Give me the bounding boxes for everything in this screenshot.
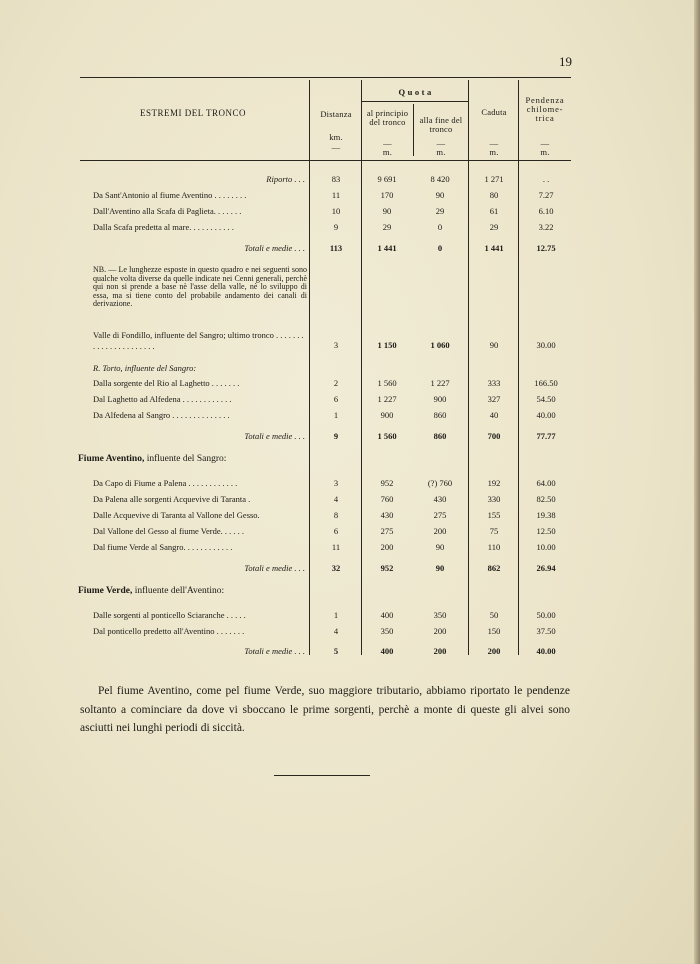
cell-distanza: 2 [333, 378, 339, 388]
cell-pendenza: 12.75 [536, 243, 556, 253]
body-paragraph: Pel fiume Aventino, come pel fiume Verde, suo maggiore tributario, abbiamo riportato le pendenze soltanto a cominciare da dove vi sboccano le prime sorgenti, perchè a monte di queste gli alvei sono asciutti nei lunghi periodi di siccità. [80, 685, 570, 734]
section-aventino-rest: influente del Sangro: [144, 454, 227, 464]
table-row-riporto [0, 173, 700, 187]
header-caduta: Caduta [481, 107, 507, 117]
header-extremi: ESTREMI DEL TRONCO [139, 108, 246, 118]
table-row-total [0, 645, 700, 659]
cell-caduta: 75 [489, 526, 499, 536]
header-distanza-unit: km. [329, 132, 343, 142]
cell-principio: 350 [380, 626, 394, 636]
table-row [0, 625, 700, 639]
table-row [0, 205, 700, 219]
cell-principio: 9 691 [377, 174, 397, 184]
section-aventino-title [78, 453, 226, 465]
cell-caduta: 155 [487, 510, 501, 520]
page-number: 19 [559, 54, 572, 69]
cell-caduta: 150 [487, 626, 501, 636]
cell-fine: 0 [437, 222, 443, 232]
cell-caduta: 110 [487, 542, 501, 552]
cell-distanza: 6 [333, 394, 339, 404]
cell-fine: 350 [433, 610, 447, 620]
cell-pendenza: 12.50 [536, 526, 556, 536]
cell-pendenza: 54.50 [536, 394, 556, 404]
cell-distanza: 9 [333, 431, 339, 441]
cell-distanza: 10 [331, 206, 341, 216]
cell-distanza: 113 [329, 243, 343, 253]
table-row [0, 493, 700, 507]
cell-fine: 0 [437, 243, 443, 253]
cell-fine: 430 [433, 494, 447, 504]
cell-fine: 8 420 [430, 174, 450, 184]
cell-caduta: 90 [489, 340, 499, 350]
cell-principio: 1 227 [377, 394, 397, 404]
cell-pendenza: 166.50 [534, 378, 558, 388]
table-row-total [0, 562, 700, 576]
header-quota: Q u o t a [398, 87, 432, 97]
row-desc: Dal ponticello predetto all'Aventino . . . . . . . [93, 626, 245, 636]
cell-fine: 90 [435, 542, 445, 552]
header-pendenza-dash: — [540, 138, 550, 148]
cell-caduta: 700 [487, 431, 501, 441]
cell-pendenza: . . [542, 174, 550, 184]
cell-principio: 1 150 [377, 340, 397, 350]
cell-distanza: 4 [333, 626, 339, 636]
cell-distanza: 5 [333, 646, 339, 656]
cell-principio: 900 [380, 410, 394, 420]
table-row [0, 221, 700, 235]
header-pendenza: Pendenza chilome-trica [525, 95, 565, 123]
cell-caduta: 200 [487, 646, 501, 656]
nb-note: NB. — Le lunghezze esposte in questo quadro e nei seguenti sono qualche volta diverse da quelle indicate nei Cenni generali, perchè qui non si prende a base nè l'asse della valle, nè lo sviluppo di essa, ma si tiene conto del probabile andamento dei canali di derivazione. [93, 265, 307, 309]
cell-pendenza: 19.38 [536, 510, 556, 520]
cell-fine: 275 [433, 510, 447, 520]
cell-principio: 400 [380, 610, 394, 620]
cell-pendenza: 64.00 [536, 478, 556, 488]
cell-caduta: 192 [487, 478, 501, 488]
fondillo-desc: Valle di Fondillo, influente del Sangro; ultimo tronco . . . . . . . . . . . . . . . . . . . . . . [93, 330, 304, 351]
cell-pendenza: 10.00 [536, 542, 556, 552]
row-desc: Totali e medie . . . [244, 563, 305, 573]
row-desc: Dal Laghetto ad Alfedena . . . . . . . . . . . . [93, 394, 232, 404]
cell-distanza: 4 [333, 494, 339, 504]
cell-distanza: 83 [331, 174, 341, 184]
cell-distanza: 1 [333, 410, 339, 420]
row-desc: Da Palena alle sorgenti Acquevive di Taranta . [93, 494, 251, 504]
table-row [0, 377, 700, 391]
cell-pendenza: 40.00 [536, 410, 556, 420]
cell-principio: 1 441 [377, 243, 397, 253]
table-top-rule [80, 77, 571, 78]
cell-caduta: 862 [487, 563, 501, 573]
header-principio-dash: — [383, 138, 392, 148]
cell-fine: 29 [435, 206, 445, 216]
cell-fine: 860 [433, 431, 447, 441]
cell-principio: 90 [382, 206, 392, 216]
cell-caduta: 330 [487, 494, 501, 504]
table-row [0, 509, 700, 523]
cell-principio: 170 [380, 190, 394, 200]
row-desc: Totali e medie . . . [244, 431, 305, 441]
row-desc: Riporto . . . [266, 174, 305, 184]
cell-pendenza: 30.00 [536, 340, 556, 350]
cell-caduta: 29 [489, 222, 499, 232]
cell-distanza: 1 [333, 610, 339, 620]
row-desc: Da Capo di Fiume a Palena . . . . . . . . . . . . [93, 478, 238, 488]
header-caduta-unit: m. [489, 147, 499, 157]
row-desc: Dalle Acquevive di Taranta al Vallone del Gesso. [93, 510, 260, 520]
footer-rule [274, 775, 370, 776]
table-row-total [0, 242, 700, 256]
header-distanza: Distanza [320, 109, 352, 119]
table-row [0, 477, 700, 491]
cell-distanza: 11 [331, 542, 341, 552]
cell-principio: 952 [380, 478, 394, 488]
table-row [0, 541, 700, 555]
cell-caduta: 333 [487, 378, 501, 388]
row-desc: Totali e medie . . . [244, 646, 305, 656]
cell-pendenza: 37.50 [536, 626, 556, 636]
cell-pendenza: 40.00 [536, 646, 556, 656]
header-fine-unit: m. [436, 147, 446, 157]
cell-fine: 90 [435, 563, 445, 573]
section-verde-name: Fiume Verde, [78, 586, 133, 596]
cell-principio: 952 [380, 563, 394, 573]
header-distanza-dash: — [331, 142, 341, 152]
row-desc: Dal fiume Verde al Sangro. . . . . . . . . . . . [93, 542, 233, 552]
cell-caduta: 327 [487, 394, 501, 404]
cell-distanza: 32 [331, 563, 341, 573]
table-row [0, 409, 700, 423]
header-fine: alla fine del tronco [419, 115, 463, 134]
header-pendenza-unit: m. [540, 147, 550, 157]
cell-principio: 200 [380, 542, 394, 552]
table-row-fondillo [0, 339, 700, 353]
cell-fine: 90 [435, 190, 445, 200]
cell-fine: (?) 760 [427, 478, 453, 488]
table-row [0, 189, 700, 203]
row-desc: Dal Vallone del Gesso al fiume Verde. . . . . . [93, 526, 244, 536]
section-verde-title [78, 585, 224, 597]
cell-distanza: 9 [333, 222, 339, 232]
section-verde-rest: influente dell'Aventino: [132, 586, 225, 596]
header-principio-unit: m. [382, 147, 393, 157]
cell-distanza: 3 [333, 340, 339, 350]
cell-pendenza: 77.77 [536, 431, 556, 441]
cell-principio: 275 [380, 526, 394, 536]
row-desc: Da Sant'Antonio al fiume Aventino . . . . . . . . [93, 190, 247, 200]
table-row [0, 393, 700, 407]
row-desc: Totali e medie . . . [244, 243, 305, 253]
cell-pendenza: 82.50 [536, 494, 556, 504]
cell-caduta: 1 271 [484, 174, 504, 184]
cell-caduta: 50 [489, 610, 499, 620]
cell-principio: 1 560 [377, 431, 397, 441]
table-row [0, 609, 700, 623]
cell-fine: 1 060 [430, 340, 450, 350]
row-desc: Dalle sorgenti al ponticello Sciaranche . . . . . [93, 610, 246, 620]
cell-principio: 1 560 [377, 378, 397, 388]
cell-fine: 200 [433, 526, 447, 536]
section-aventino-name: Fiume Aventino, [78, 454, 145, 464]
header-principio: al principio del tronco [366, 108, 409, 127]
cell-principio: 400 [380, 646, 394, 656]
cell-pendenza: 7.27 [538, 190, 554, 200]
table-header-rule [80, 160, 571, 161]
cell-fine: 900 [433, 394, 447, 404]
cell-caduta: 1 441 [484, 243, 504, 253]
quota-rule [362, 101, 468, 102]
cell-principio: 29 [382, 222, 392, 232]
table-row [0, 525, 700, 539]
cell-principio: 760 [380, 494, 394, 504]
cell-caduta: 40 [489, 410, 499, 420]
header-caduta-dash: — [489, 138, 499, 148]
header-fine-dash: — [436, 138, 446, 148]
cell-fine: 200 [433, 626, 447, 636]
cell-fine: 200 [433, 646, 447, 656]
cell-pendenza: 6.10 [538, 206, 554, 216]
cell-fine: 1 227 [430, 378, 450, 388]
cell-distanza: 8 [333, 510, 339, 520]
cell-pendenza: 3.22 [538, 222, 554, 232]
row-desc: Da Alfedena al Sangro . . . . . . . . . . . . . . [93, 410, 230, 420]
cell-distanza: 11 [331, 190, 341, 200]
cell-distanza: 3 [333, 478, 339, 488]
cell-distanza: 6 [333, 526, 339, 536]
cell-pendenza: 50.00 [536, 610, 556, 620]
cell-caduta: 80 [489, 190, 499, 200]
cell-caduta: 61 [489, 206, 499, 216]
cell-pendenza: 26.94 [536, 563, 556, 573]
row-desc: Dalla sorgente del Rio al Laghetto . . . . . . . [93, 378, 240, 388]
row-desc: Dall'Aventino alla Scafa di Paglieta. . . . . . . [93, 206, 242, 216]
row-desc: Dalla Scafa predetta al mare. . . . . . . . . . . [93, 222, 234, 232]
section-torto-title: R. Torto, influente del Sangro: [93, 363, 197, 373]
cell-fine: 860 [433, 410, 447, 420]
cell-principio: 430 [380, 510, 394, 520]
table-row-total [0, 430, 700, 444]
